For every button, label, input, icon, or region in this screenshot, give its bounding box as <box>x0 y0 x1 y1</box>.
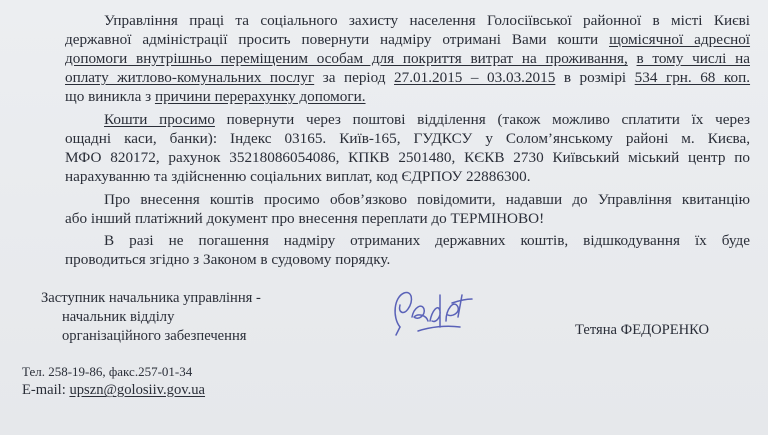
email-line <box>22 381 205 400</box>
assistance-type-part-4: оплату житлово-комунальних послуг <box>65 69 315 86</box>
p2-line-4 <box>65 167 531 186</box>
assistance-type-part-2: допомоги внутрішньо переміщеним особам для покриття витрат на проживання, <box>65 50 628 67</box>
p2-line-2-text: ощадні каси, банки): Індекс 03165. Київ-165, ГУДКСУ у Солом’янському районі м. Києва, <box>65 130 750 147</box>
assistance-type-part-1: щомісячної адресної <box>609 31 751 48</box>
period-label: за період <box>322 69 386 86</box>
phone-fax: Тел. 258-19-86, факс.257-01-34 <box>22 364 193 379</box>
handwritten-signature <box>388 287 476 339</box>
p4-line-1-text: В разі не погашення надміру отриманих державних коштів, відшкодування їх буде <box>104 232 750 249</box>
p2-line-2 <box>65 129 750 148</box>
p2-line-3 <box>65 148 750 167</box>
signer-title-line-1: Заступник начальника управління - <box>41 290 261 306</box>
signer-title-line-3: організаційного забезпечення <box>62 328 247 344</box>
p2-lead: Кошти просимо <box>104 111 215 128</box>
email-link[interactable]: upszn@golosiiv.gov.ua <box>69 382 206 398</box>
signer-title-line-2: начальник відділу <box>62 309 175 325</box>
p3-line-1 <box>104 190 750 209</box>
p1-line-5 <box>65 87 366 106</box>
p2-line-3-text: МФО 820172, рахунок 35218086054086, КПКВ 2501480, КЄКВ 2730 Київський міський центр по <box>65 149 750 166</box>
amount-label: в розмірі <box>563 69 627 86</box>
reason-label: що виникла з <box>65 88 152 105</box>
p3-line-1-text: Про внесення коштів просимо обов’язково повідомити, надавши до Управління квитанцію <box>104 191 750 208</box>
signer-name: Тетяна ФЕДОРЕНКО <box>575 322 710 338</box>
p1-line-1 <box>104 11 750 30</box>
amount-value: 534 грн. 68 коп. <box>634 69 751 86</box>
p4-line-2 <box>65 250 390 269</box>
email-label: E-mail: <box>22 382 66 398</box>
p3-line-2 <box>65 209 544 228</box>
p2-line-4-text: нарахуванню та здійсненню соціальних виплат, код ЄДРПОУ 22886300. <box>65 168 531 185</box>
p3-line-2-text: або інший платіжний документ про внесення переплати до ТЕРМІНОВО! <box>65 210 545 227</box>
p1-line-1-text: Управління праці та соціального захисту населення Голосіївської районної в місті Києві <box>104 12 750 29</box>
assistance-type-part-3: в тому числі на <box>636 50 750 67</box>
p2-line-1 <box>104 110 750 129</box>
p4-line-2-text: проводиться згідно з Законом в судовому порядку. <box>65 251 391 268</box>
p1-line-4 <box>65 68 750 87</box>
p4-line-1 <box>104 231 750 250</box>
p2-line-1-text: повернути через поштові відділення (також можливо сплатити їх через <box>226 111 750 128</box>
reason-value: причини перерахунку допомоги. <box>154 88 366 105</box>
period-value: 27.01.2015 – 03.03.2015 <box>394 69 556 86</box>
p1-line-2 <box>65 30 750 49</box>
p1-line-2-text: державної адміністрації просить повернути надміру отримані Вами кошти <box>65 31 599 48</box>
p1-line-3 <box>65 49 750 68</box>
